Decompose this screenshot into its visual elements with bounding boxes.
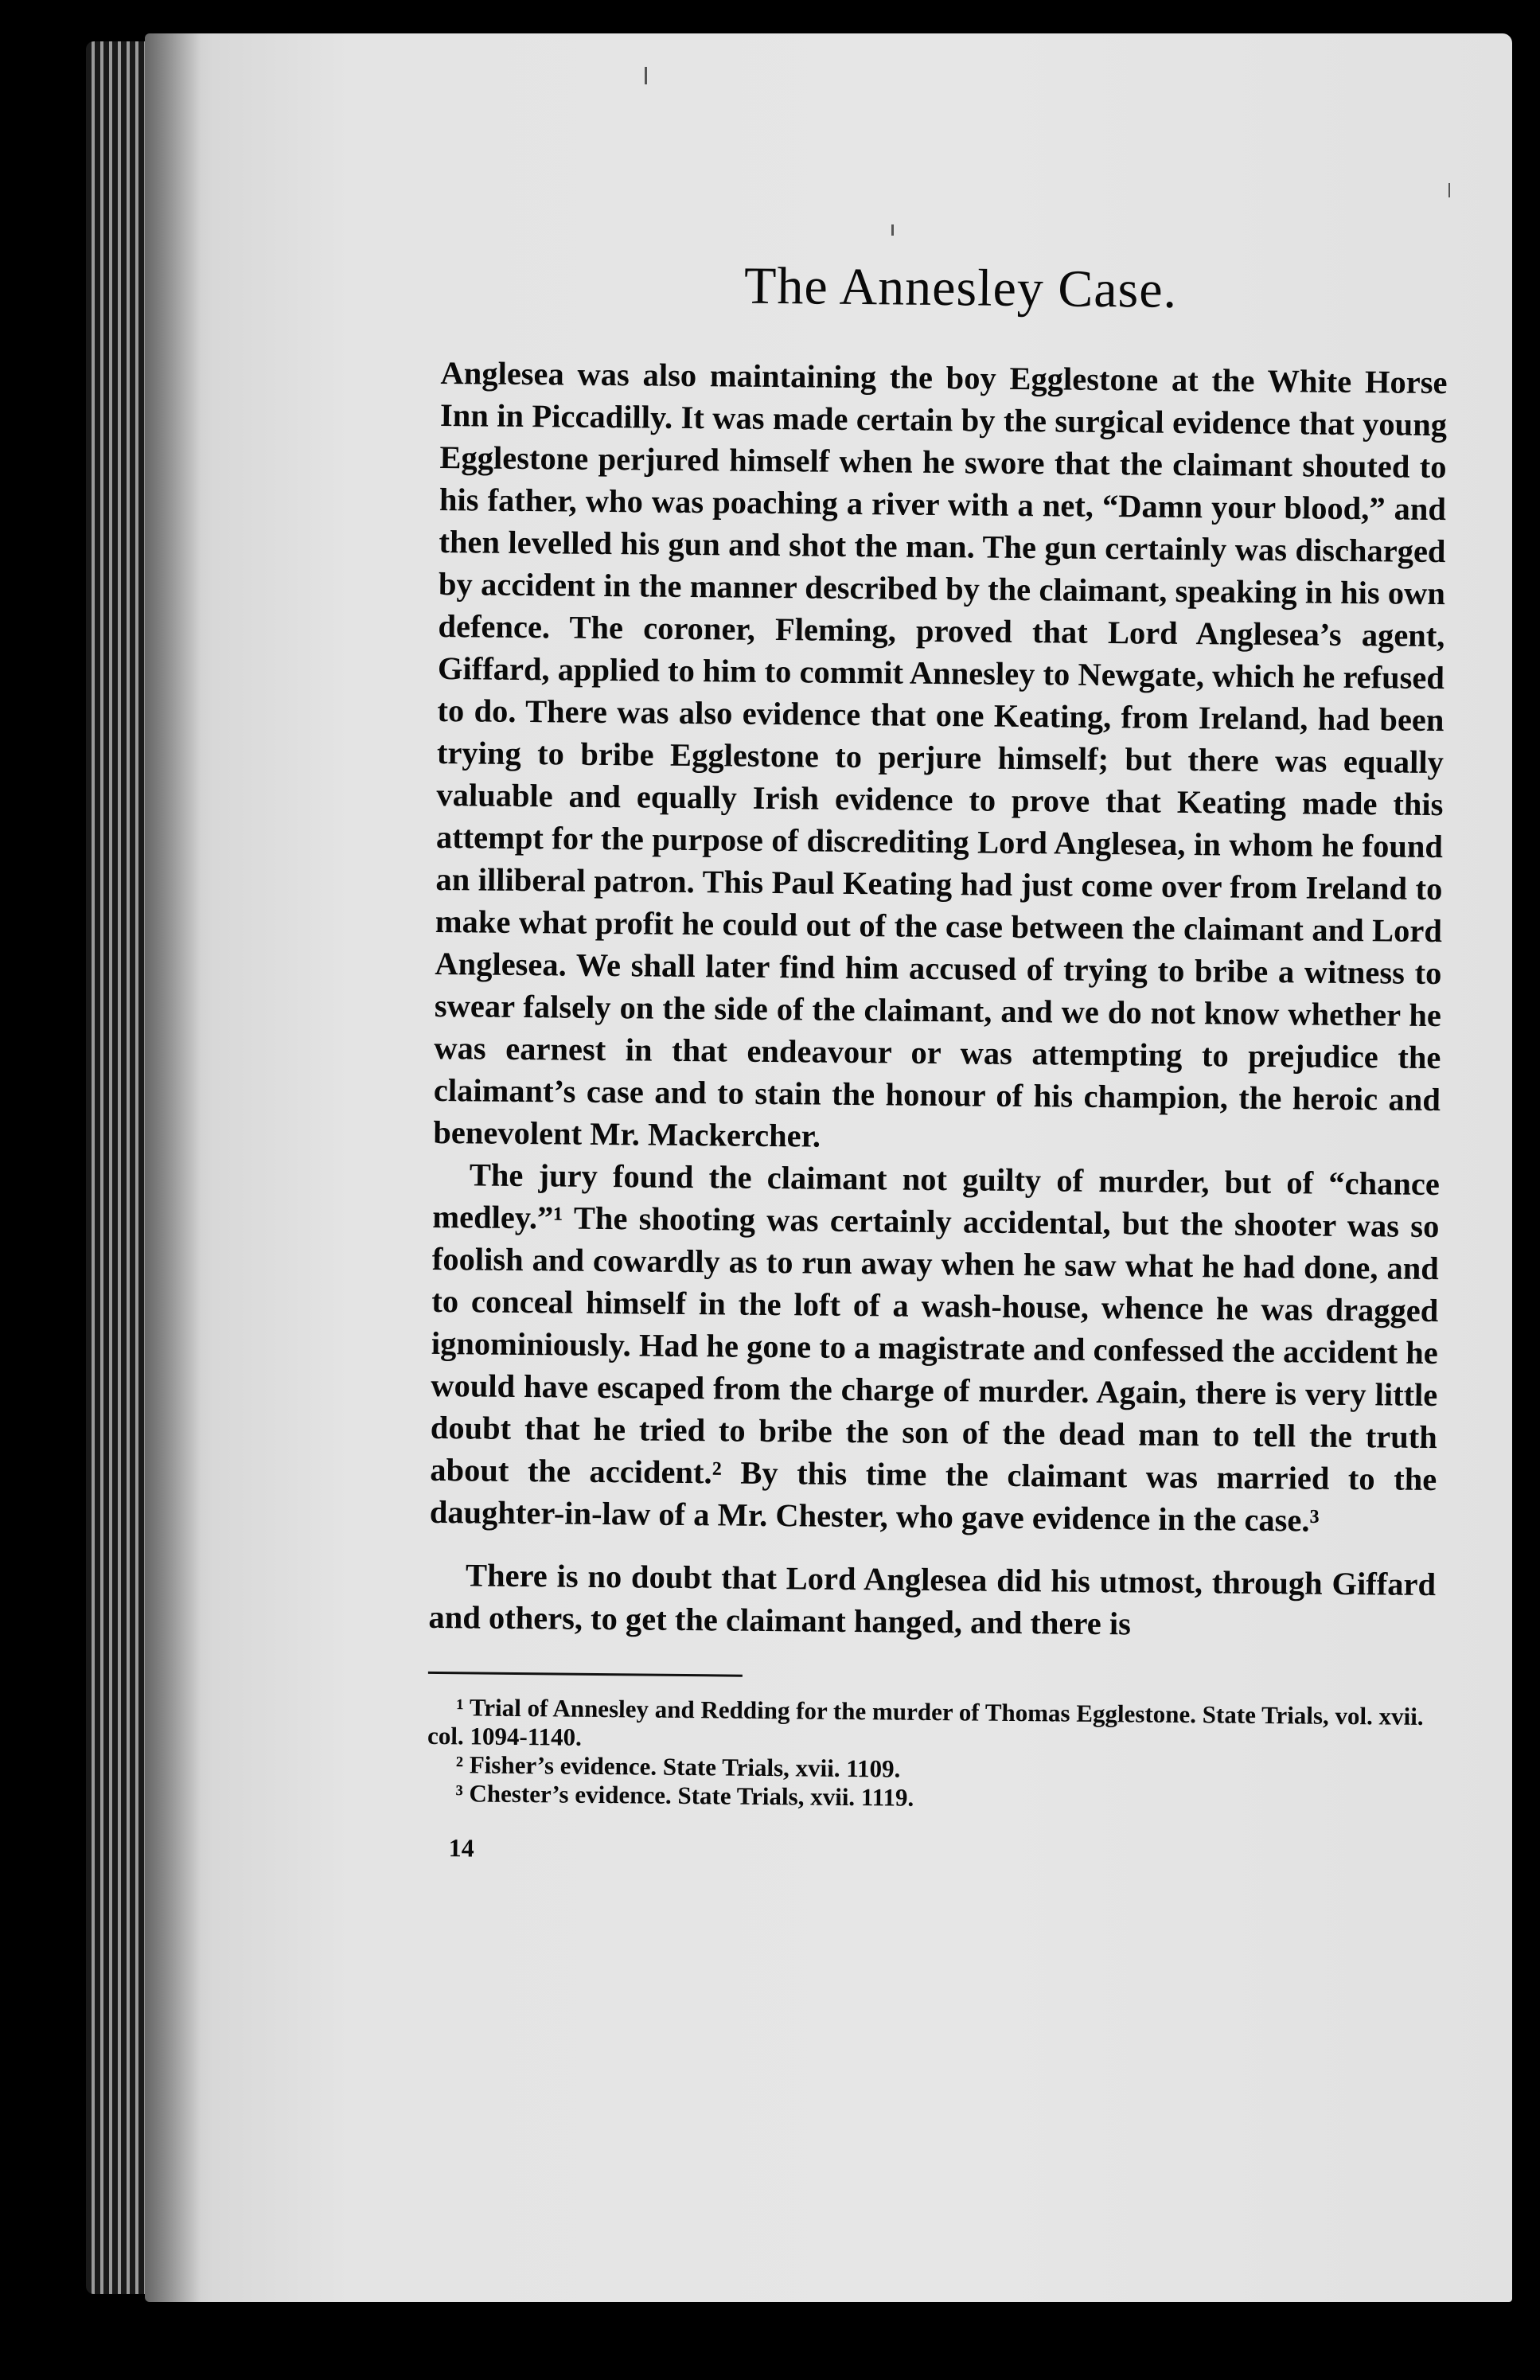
body-paragraph: The jury found the claimant not guilty of murder, but of “chance medley.”¹ The shooting was certainly accidental, but the shooter was so foolish and cowardly as to run away when he saw what he had done, and to conceal himself in the loft of a wash-house, whence he was dragged ignominiously. Had he gone to a magistrate and confessed the accident he would have escaped from the charge of murder. Again, there is very little doubt that he tried to bribe the son of the dead man to tell the truth about the accident.² By this time the claimant was married to the daughter-in-law of a Mr. Chester, who gave evidence in the case.³: [429, 1157, 1441, 1539]
scan-mark: [645, 67, 647, 84]
scan-mark: [1448, 183, 1450, 197]
scan-mark: [891, 224, 894, 236]
running-title: The Annesley Case.: [743, 256, 1178, 319]
footnote: ¹ Trial of Annesley and Redding for the murder of Thomas Egglestone. State Trials, vol. xvii. col. 1094-1140.: [427, 1693, 1424, 1751]
page-number: 14: [448, 1833, 474, 1863]
footnote-rule: [428, 1672, 743, 1677]
footnote: ² Fisher’s evidence. State Trials, xvii. 1109.: [455, 1750, 901, 1783]
footnote: ³ Chester’s evidence. State Trials, xvii. 1119.: [455, 1779, 914, 1812]
body-paragraph: There is no doubt that Lord Anglesea did his utmost, through Giffard and others, to get the claimant hanged, and there is: [428, 1557, 1437, 1642]
body-paragraph: Anglesea was also maintaining the boy Egglestone at the White Horse Inn in Piccadilly. It was made certain by the surgical evidence that young Egglestone perjured himself when he swore that the claimant shouted to his father, who was poaching a river with a net, “Damn your blood,” and then levelled his gun and shot the man. The gun certainly was discharged by accident in the manner described by the claimant, speaking in his own defence. The coroner, Fleming, proved that Lord Anglesea’s agent, Giffard, applied to him to commit Annesley to Newgate, which he refused to do. There was also evidence that one Keating, from Ireland, had been trying to bribe Egglestone to perjure himself; but there was equally valuable and equally Irish evidence to prove that Keating made this attempt for the purpose of discrediting Lord Anglesea, in whom he found an illiberal patron. This Paul Keating had just come over from Ireland to make what profit he could out of the case between the claimant and Lord Anglesea. We shall later find him accused of trying to bribe a witness to swear falsely on the side of the claimant, and we do not know whether he was earnest in that endeavour or was attempting to prejudice the claimant’s case and to stain the honour of his champion, the heroic and benevolent Mr. Mackercher.: [433, 354, 1448, 1154]
page-content: [427, 253, 1448, 1872]
gutter-shadow: [145, 33, 201, 2302]
